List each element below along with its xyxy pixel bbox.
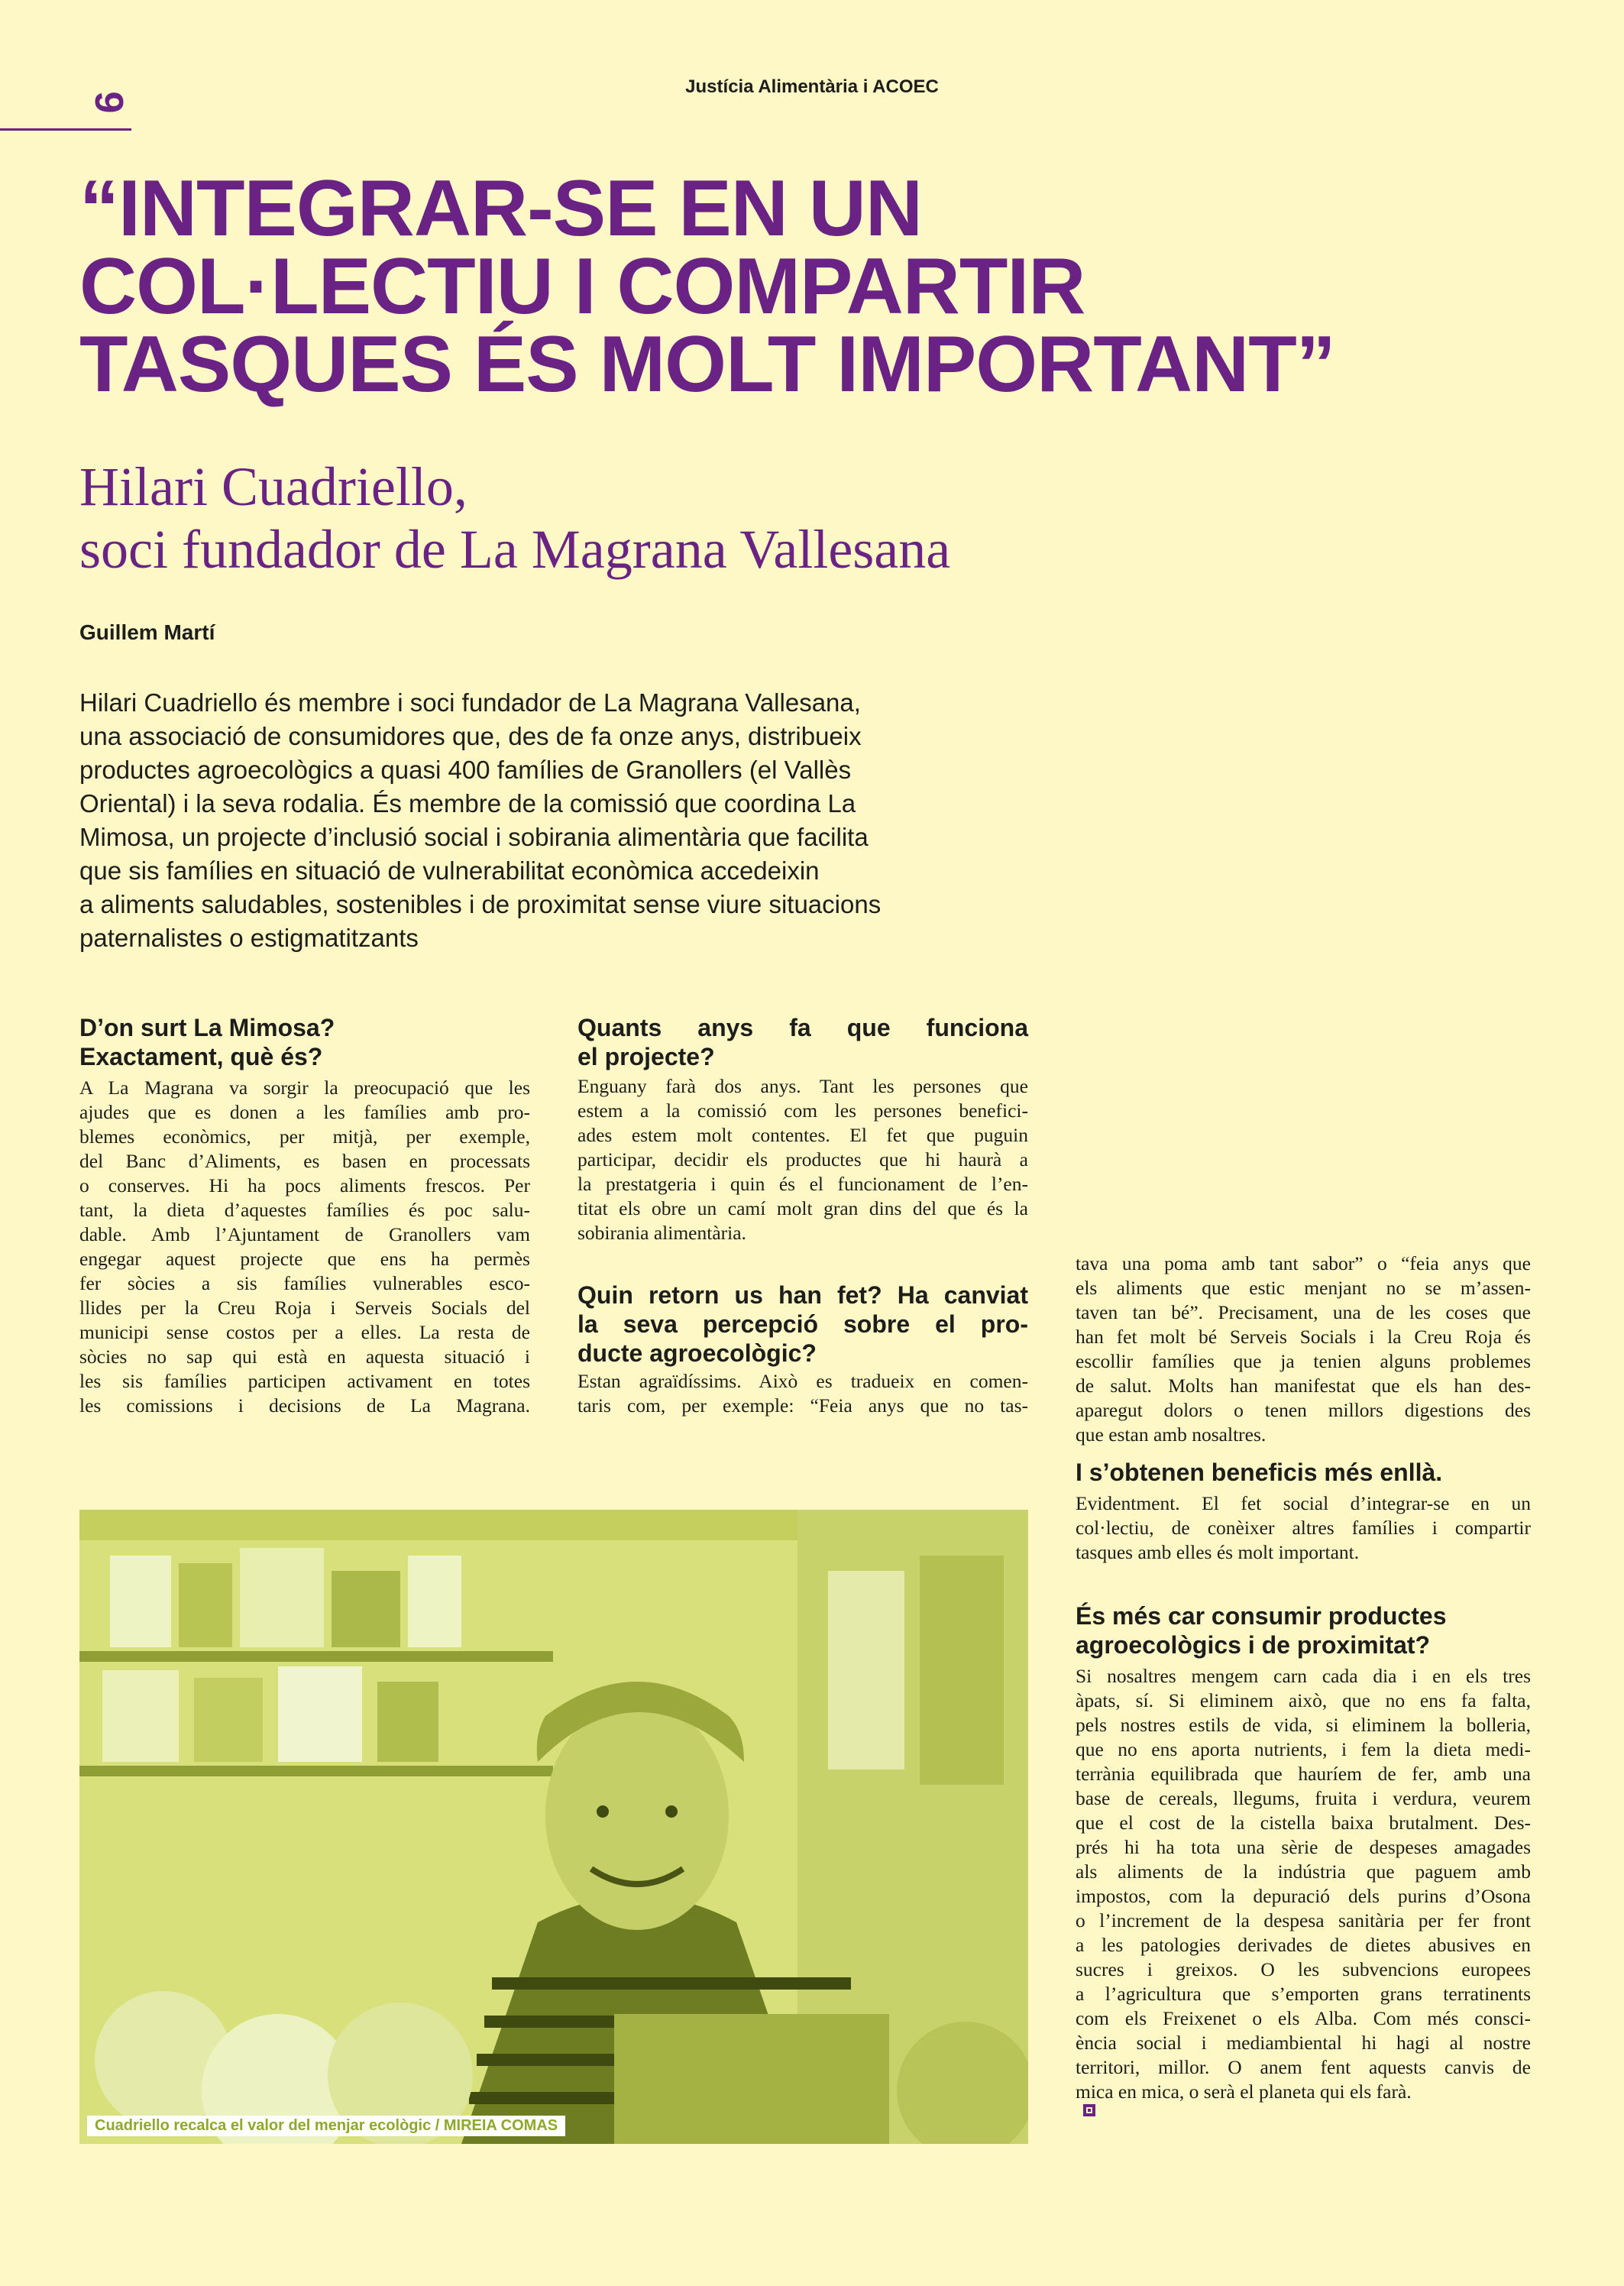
text-line: dable. Amb l’Ajuntament de Granollers vam xyxy=(79,1223,530,1245)
headline xyxy=(79,164,1531,409)
subhead-line: soci fundador de La Magrana Vallesana xyxy=(79,519,951,580)
question-line: el projecte? xyxy=(577,1043,715,1070)
photo-caption: Cuadriello recalca el valor del menjar ecològic / MIREIA COMAS xyxy=(87,2116,565,2136)
text-line: sucres i greixos. O les subvencions europees xyxy=(1076,1958,1531,1980)
text-line: blemes econòmics, per mitjà, per exemple, xyxy=(79,1125,530,1148)
column-2 xyxy=(577,1013,1028,1418)
text-line: els aliments que estic menjant no se m’assen- xyxy=(1076,1277,1531,1299)
question-heading xyxy=(577,1281,1028,1368)
question-line: agroecològics i de proximitat? xyxy=(1076,1631,1431,1659)
question-heading xyxy=(1076,1601,1531,1659)
text-line: la prestatgeria i quin és el funcionament de l’en- xyxy=(577,1173,1028,1195)
text-line: taven tan bé”. Precisament, una de les coses que xyxy=(1076,1301,1531,1323)
question-line: És més car consumir productes xyxy=(1076,1602,1447,1630)
running-head: Justícia Alimentària i ACOEC xyxy=(685,76,939,97)
column-1 xyxy=(79,1013,530,1418)
headline-line: TASQUES ÉS MOLT IMPORTANT” xyxy=(79,320,1335,409)
text-line: a les patologies derivades de dietes abusives en xyxy=(1076,1934,1531,1956)
question-line: la seva percepció sobre el pro- xyxy=(577,1310,1028,1338)
text-line xyxy=(1076,2080,1531,2116)
intro-line: paternalistes o estigmatitzants xyxy=(79,924,419,952)
text-line: estem a la comissió com les persones benefici- xyxy=(577,1099,1028,1122)
text-line: territori, millor. O anem fent aquests canvis de xyxy=(1076,2056,1531,2078)
answer-text xyxy=(1076,1491,1531,1565)
text-line: titat els obre un camí molt gran dins del que és la xyxy=(577,1197,1028,1219)
text-line: han fet molt bé Serveis Socials i la Creu Roja és xyxy=(1076,1326,1531,1348)
text-line: terrània equilibrada que hauríem de fer, amb una xyxy=(1076,1763,1531,1785)
text-line: base de cereals, llegums, fruita i verdura, veurem xyxy=(1076,1787,1531,1809)
text-line: aparegut dolors o tenen millors digestions des xyxy=(1076,1399,1531,1421)
question-heading xyxy=(79,1013,530,1071)
text-line: àpats, sí. Si eliminem això, que no ens fa falta, xyxy=(1076,1689,1531,1711)
text-line: sòcies no sap qui està en aquesta situació i xyxy=(79,1345,530,1368)
text-line: als aliments de la indústria que paguem amb xyxy=(1076,1860,1531,1883)
text-line: ència social i mediambiental hi hagi al nostre xyxy=(1076,2032,1531,2054)
text-line: prés hi ha tota una sèrie de despeses amagades xyxy=(1076,1836,1531,1858)
text-line: a l’agricultura que s’emporten grans terratinents xyxy=(1076,1983,1531,2005)
answer-text xyxy=(1076,1664,1531,2116)
subhead-line: Hilari Cuadriello, xyxy=(79,456,467,517)
text-line: fer sòcies a sis famílies vulnerables esco- xyxy=(79,1272,530,1294)
text-line: escollir famílies que ja tenien alguns problemes xyxy=(1076,1350,1531,1372)
answer-text xyxy=(577,1369,1028,1418)
question-line: I s’obtenen beneficis més enllà. xyxy=(1076,1459,1443,1486)
intro-line: Mimosa, un projecte d’inclusió social i sobirania alimentària que facilita xyxy=(79,823,869,851)
text-line: tasques amb elles és molt important. xyxy=(1076,1541,1360,1563)
text-line: que estan amb nosaltres. xyxy=(1076,1423,1267,1446)
question-heading xyxy=(1076,1458,1531,1487)
question-line: ducte agroecològic? xyxy=(577,1339,817,1367)
text-line: participar, decidir els productes que hi haurà a xyxy=(577,1148,1028,1171)
page-number-rule xyxy=(0,128,131,131)
text-line: Evidentment. El fet social d’integrar-se en un xyxy=(1076,1492,1531,1514)
end-of-article-icon xyxy=(1083,2104,1095,2116)
intro-line: productes agroecològics a quasi 400 famílies de Granollers (el Vallès xyxy=(79,756,852,784)
text-line: tant, la dieta d’aquestes famílies és poc salu- xyxy=(79,1199,530,1221)
text-line: Estan agraïdíssims. Això es tradueix en comen- xyxy=(577,1370,1028,1392)
question-line: Quants anys fa que funciona xyxy=(577,1014,1028,1041)
text-line: sobirania alimentària. xyxy=(577,1222,746,1244)
text-line: ades estem molt contentes. El fet que puguin xyxy=(577,1124,1028,1146)
question-line: D’on surt La Mimosa? xyxy=(79,1014,335,1041)
text-line: les comissions i decisions de La Magrana. xyxy=(79,1394,530,1417)
text-line: pels nostres estils de vida, si eliminem la bolleria, xyxy=(1076,1714,1531,1736)
text-line: o conserves. Hi ha pocs aliments frescos. Per xyxy=(79,1174,530,1196)
portrait-illustration xyxy=(79,1510,1028,2144)
intro-line: Oriental) i la seva rodalia. És membre de la comissió que coordina La xyxy=(79,789,856,818)
intro-paragraph xyxy=(79,686,1042,955)
text-line: engegar aquest projecte que ens ha permès xyxy=(79,1248,530,1270)
text-line: o l’increment de la despesa sanitària per fer front xyxy=(1076,1909,1531,1931)
text-line: impostos, com la depuració dels purins d’Osona xyxy=(1076,1885,1531,1907)
text-line: llides per la Creu Roja i Serveis Socials del xyxy=(79,1297,530,1319)
page-number: 9 xyxy=(86,91,131,114)
text-line: del Banc d’Aliments, es basen en processats xyxy=(79,1150,530,1172)
question-line: Exactament, què és? xyxy=(79,1043,323,1070)
text-line: les sis famílies participen activament en totes xyxy=(79,1370,530,1392)
question-line: Quin retorn us han fet? Ha canviat xyxy=(577,1281,1028,1309)
question-heading xyxy=(577,1013,1028,1071)
portrait-photo xyxy=(79,1510,1028,2144)
answer-text xyxy=(1076,1251,1531,1447)
column-3 xyxy=(1076,1251,1531,2116)
text-line: tava una poma amb tant sabor” o “feia anys que xyxy=(1076,1252,1531,1274)
last-line-text: mica en mica, o serà el planeta qui els farà. xyxy=(1076,2080,1412,2103)
headline-line: “INTEGRAR-SE EN UN xyxy=(79,164,922,253)
text-line: taris com, per exemple: “Feia anys que no tas- xyxy=(577,1394,1028,1417)
text-line: Enguany farà dos anys. Tant les persones que xyxy=(577,1075,1028,1097)
text-line: municipi sense costos per a elles. La resta de xyxy=(79,1321,530,1343)
byline: Guillem Martí xyxy=(79,620,215,644)
answer-text xyxy=(79,1076,530,1418)
intro-line: una associació de consumidores que, des de fa onze anys, distribueix xyxy=(79,722,862,750)
intro-line: que sis famílies en situació de vulnerabilitat econòmica accedeixin xyxy=(79,856,820,885)
intro-line: Hilari Cuadriello és membre i soci fundador de La Magrana Vallesana, xyxy=(79,688,861,717)
text-line: A La Magrana va sorgir la preocupació que les xyxy=(79,1077,530,1099)
text-line: col·lectiu, de conèixer altres famílies i compartir xyxy=(1076,1517,1531,1539)
intro-line: a aliments saludables, sostenibles i de proximitat sense viure situacions xyxy=(79,890,882,918)
text-line: de salut. Molts han manifestat que els han des- xyxy=(1076,1375,1531,1397)
headline-line: COL·LECTIU I COMPARTIR xyxy=(79,242,1085,331)
text-line: ajudes que es donen a les famílies amb pro- xyxy=(79,1101,530,1123)
text-line: com els Freixenet o els Alba. Com més consci- xyxy=(1076,2007,1531,2029)
text-line: que el cost de la cistella baixa brutalment. Des- xyxy=(1076,1812,1531,1834)
answer-text xyxy=(577,1074,1028,1245)
subhead xyxy=(79,455,1378,581)
text-line: que no ens aporta nutrients, i fem la dieta medi- xyxy=(1076,1738,1531,1760)
text-line: Si nosaltres mengem carn cada dia i en els tres xyxy=(1076,1665,1531,1687)
